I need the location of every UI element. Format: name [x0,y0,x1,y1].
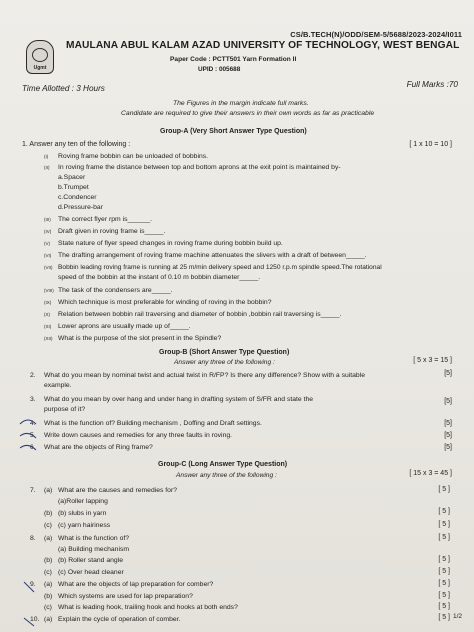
exam-code: CS/B.TECH(N)/ODD/SEM-5/5688/2023-2024/I011 [290,30,462,39]
question-7c: (c) (c) yarn hairiness [44,522,111,529]
paper-code: Paper Code : PCTT501 Yarn Formation II [170,56,297,63]
instruction-marks: The Figures in the margin indicate full marks. [173,100,309,107]
question-3: 3. What do you mean by over hang and under hang in drafting system of S/FR and state the [30,396,314,403]
time-allotted: Time Allotted : 3 Hours [22,84,105,93]
group-a-item: (VII) Bobbin leading roving frame is running at 25 m/min delivery speed and 1250 r.p.m spindle speed.The rotational [44,264,382,271]
question-2-marks: [5] [444,370,452,377]
pen-tick-mark [24,582,34,592]
question-9b: (b) Which systems are used for lap preparation? [44,593,193,600]
question-8c-marks: [ 5 ] [438,568,450,575]
pen-tick-mark [20,433,36,438]
group-a-item: (II) In roving frame the distance between top and bottom aprons at the exit point is maintained by- [44,164,341,171]
logo-text: Ugmt [33,65,47,71]
group-a-item: (IV) Draft given in roving frame is_____. [44,228,166,235]
group-a-item-continued: speed of the bobbin at the instant of 0.10 m bobbin diameter_____. [58,274,261,281]
question-7b-marks: [ 5 ] [438,508,450,515]
group-a-item: (XI) Lower aprons are usually made up of_____. [44,323,191,330]
question-7c-marks: [ 5 ] [438,521,450,528]
question-8a: 8. (a) What is the function of? [30,535,130,542]
instruction-own-words: Candidate are required to give their answers in their own words as far as practicable [121,110,375,117]
question-1: 1. Answer any ten of the following : [22,141,131,148]
group-a-item: (VIII) The task of the condensers are_____. [44,287,173,294]
question-9b-marks: [ 5 ] [438,592,450,599]
group-a-title: Group-A (Very Short Answer Type Question) [160,128,307,135]
question-3-continued: purpose of it? [44,406,86,413]
question-6: 6. What are the objects of Ring frame? [30,444,153,451]
question-5-marks: [5] [444,432,452,439]
question-2-continued: example. [44,382,72,389]
pen-tick-mark [20,420,36,424]
question-4-marks: [5] [444,420,452,427]
option-b: b.Trumpet [58,184,89,191]
option-d: d.Pressure-bar [58,204,103,211]
question-7a-sub: (a)Roller lapping [58,498,108,505]
question-8c: (c) (c) Over head cleaner [44,569,124,576]
group-a-item: (XII) What is the purpose of the slot present in the Spindle? [44,335,222,342]
upid: UPID : 005688 [198,66,241,73]
group-a-item: (VI) The drafting arrangement of roving frame machine attenuates the slivers with a draft of between_____. [44,252,367,259]
group-a-item: (IX) Which technique is most preferable for winding of roving in the bobbin? [44,299,272,306]
group-a-item: (X) Relation between bobbin rail traversing and diameter of bobbin ,bobbin rail traversing is_____. [44,311,342,318]
page-number: 1/2 [452,613,462,620]
question-4: 4. What is the function of? Building mechanism , Doffing and Draft settings. [30,420,262,427]
question-8b: (b) (b) Roller stand angle [44,557,123,564]
group-c-marks: [ 15 x 3 = 45 ] [409,470,452,477]
group-a-item: (III) The correct flyer rpm is______. [44,216,153,223]
question-8b-marks: [ 5 ] [438,556,450,563]
question-6-marks: [5] [444,444,452,451]
group-c-title: Group-C (Long Answer Type Question) [158,461,288,468]
group-b-marks: [ 5 x 3 = 15 ] [413,357,452,364]
full-marks: Full Marks :70 [406,80,458,89]
question-8a-marks: [ 5 ] [438,534,450,541]
question-8a-sub: (a) Building mechanism [58,546,130,553]
university-name: MAULANA ABUL KALAM AZAD UNIVERSITY OF TECHNOLOGY, WEST BENGAL [66,40,460,51]
question-7b: (b) (b) slubs in yarn [44,510,107,517]
option-c: c.Condencer [58,194,97,201]
group-b-title: Group-B (Short Answer Type Question) [159,349,290,356]
question-7a-marks: [ 5 ] [438,486,450,493]
question-9c: (c) What is leading hook, trailing hook and hooks at both ends? [44,604,238,611]
group-a-item: (I) Roving frame bobbin can be unloaded of bobbins. [44,153,209,160]
pen-tick-mark [20,445,36,450]
group-a-item: (V) State nature of flyer speed changes in roving frame during bobbin build up. [44,240,283,247]
question-10a-marks: [ 5 ] [438,614,450,621]
question-5: 5. Write down causes and remedies for any three faults in roving. [30,432,233,439]
group-b-instruction: Answer any three of the following : [174,359,275,366]
question-9a: 9. (a) What are the objects of lap preparation for comber? [30,581,214,588]
question-10a: 10. (a) Explain the cycle of operation of comber. [30,616,181,623]
pen-tick-mark [24,618,34,626]
question-1-marks: [ 1 x 10 = 10 ] [409,141,452,148]
option-a: a.Spacer [58,174,86,181]
question-7a: 7. (a) What are the causes and remedies for? [30,487,178,494]
group-c-instruction: Answer any three of the following : [176,472,277,479]
question-3-marks: [5] [444,398,452,405]
question-9a-marks: [ 5 ] [438,580,450,587]
question-9c-marks: [ 5 ] [438,603,450,610]
question-2: 2. What do you mean by nominal twist and actual twist in R/FP? Is there any difference? Show with a suitable [30,372,366,379]
